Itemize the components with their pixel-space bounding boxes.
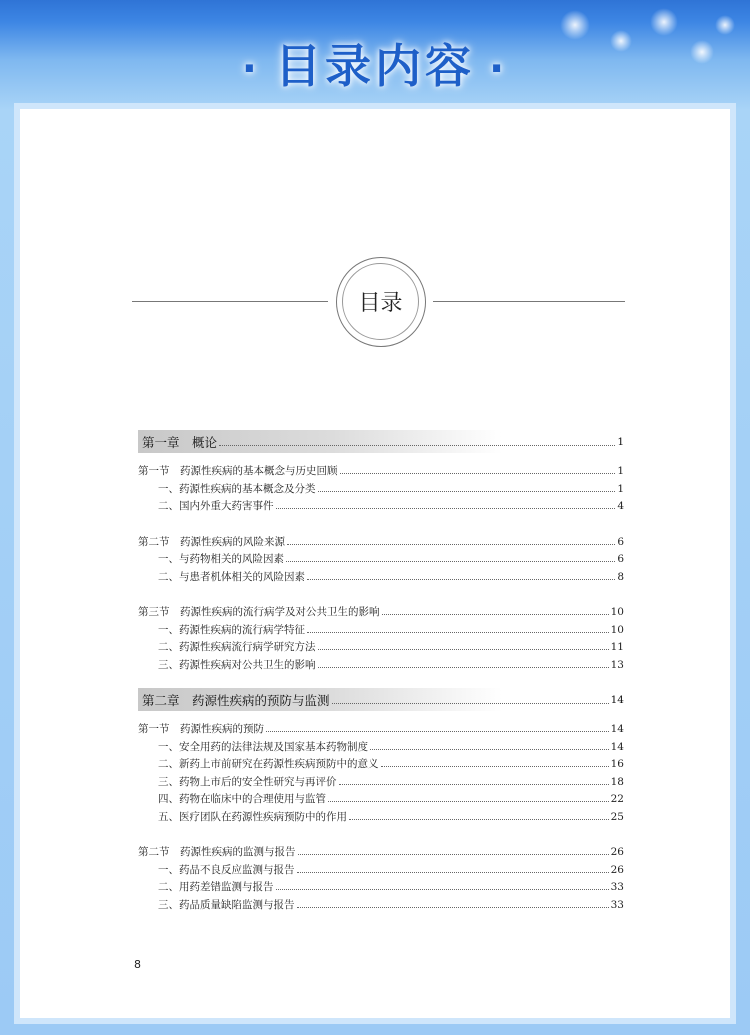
toc-item-row[interactable]	[138, 481, 624, 499]
toc-section-row[interactable]	[138, 604, 624, 622]
toc-item-title: 二、药源性疾病流行病学研究方法	[158, 641, 316, 653]
toc-item-row[interactable]	[138, 756, 624, 774]
toc-section-row[interactable]	[138, 534, 624, 552]
dot-leader	[318, 491, 616, 492]
dot-leader	[349, 819, 609, 820]
toc-item-title: 三、药品质量缺陷监测与报告	[158, 898, 295, 911]
dot-leader	[276, 508, 616, 509]
toc-item-row[interactable]	[138, 879, 624, 897]
toc-page-number: 18	[610, 775, 624, 788]
toc-page-number: 16	[610, 758, 624, 770]
toc-page-number: 26	[610, 846, 624, 858]
header-circle	[336, 257, 426, 347]
dot-leader	[297, 907, 609, 908]
toc-item-row[interactable]	[138, 569, 624, 587]
toc-page-number: 11	[610, 641, 624, 653]
toc-item-title: 一、安全用药的法律法规及国家基本药物制度	[158, 740, 368, 753]
dot-leader	[370, 749, 609, 750]
toc-page-number: 26	[610, 863, 624, 876]
toc-section-row[interactable]	[138, 463, 624, 481]
dot-leader	[287, 544, 615, 545]
toc-page-number: 25	[610, 810, 624, 823]
toc-item-row[interactable]	[138, 862, 624, 880]
toc-page-number: 8	[617, 570, 624, 583]
dot-leader	[318, 667, 609, 668]
toc-section-title: 第二节 药源性疾病的监测与报告	[138, 846, 296, 858]
toc-item-row[interactable]	[138, 657, 624, 675]
page-number: 8	[134, 958, 141, 971]
toc-item-row[interactable]	[138, 622, 624, 640]
toc-section-title: 第三节 药源性疾病的流行病学及对公共卫生的影响	[138, 606, 380, 618]
toc-page-number: 1	[617, 465, 624, 477]
toc-item-row[interactable]	[138, 791, 624, 809]
banner-title	[0, 30, 750, 96]
toc-item-row[interactable]	[138, 809, 624, 827]
dot-leader	[298, 854, 609, 855]
banner-dot-right: ·	[489, 46, 509, 92]
dot-leader	[219, 445, 615, 446]
toc-page-number: 6	[617, 553, 624, 565]
toc-chapter-row[interactable]	[138, 688, 624, 711]
toc-item-row[interactable]	[138, 774, 624, 792]
toc-item-title: 一、药源性疾病的流行病学特征	[158, 623, 305, 636]
toc-section-title: 第二节 药源性疾病的风险来源	[138, 535, 285, 548]
table-of-contents	[138, 430, 624, 914]
toc-page-number: 22	[610, 793, 624, 805]
dot-leader	[286, 561, 615, 562]
toc-section-row[interactable]	[138, 844, 624, 862]
dot-leader	[328, 801, 609, 802]
dot-leader	[307, 579, 615, 580]
toc-item-title: 三、药物上市后的安全性研究与再评价	[158, 775, 337, 788]
toc-page-number: 10	[610, 623, 624, 636]
dot-leader	[297, 872, 609, 873]
toc-item-row[interactable]	[138, 498, 624, 516]
toc-page-number: 14	[610, 723, 624, 735]
toc-page-number: 14	[610, 740, 624, 753]
dot-leader	[339, 784, 609, 785]
dot-leader	[276, 889, 609, 890]
dot-leader	[307, 632, 609, 633]
banner-dot-left: ·	[241, 46, 261, 92]
header-rule-right	[433, 301, 625, 302]
toc-item-title: 二、与患者机体相关的风险因素	[158, 570, 305, 583]
toc-item-title: 三、药源性疾病对公共卫生的影响	[158, 658, 316, 671]
banner-title-text: 目录内容	[275, 39, 475, 93]
toc-item-row[interactable]	[138, 739, 624, 757]
dot-leader	[382, 614, 609, 615]
toc-item-title: 二、国内外重大药害事件	[158, 500, 274, 512]
toc-item-row[interactable]	[138, 551, 624, 569]
toc-chapter-title: 第二章 药源性疾病的预防与监测	[142, 692, 330, 708]
header-title: 目录	[342, 263, 419, 340]
toc-item-title: 四、药物在临床中的合理使用与监管	[158, 793, 326, 805]
toc-section-title: 第一节 药源性疾病的预防	[138, 723, 264, 735]
toc-page-number: 33	[610, 881, 624, 893]
toc-item-title: 一、药品不良反应监测与报告	[158, 863, 295, 876]
dot-leader	[340, 473, 616, 474]
toc-page-number: 4	[617, 500, 624, 512]
toc-item-title: 五、医疗团队在药源性疾病预防中的作用	[158, 810, 347, 823]
toc-page-number: 33	[610, 898, 624, 911]
toc-chapter-row[interactable]	[138, 430, 624, 453]
toc-page-number: 1	[617, 482, 624, 495]
toc-page-number: 14	[610, 693, 624, 706]
toc-item-title: 二、用药差错监测与报告	[158, 881, 274, 893]
toc-page-number: 13	[610, 658, 624, 671]
toc-item-row[interactable]	[138, 897, 624, 915]
dot-leader	[266, 731, 609, 732]
toc-page-number: 1	[617, 435, 624, 448]
dot-leader	[381, 766, 609, 767]
toc-chapter-title: 第一章 概论	[142, 434, 218, 450]
dot-leader	[332, 703, 609, 704]
dot-leader	[318, 649, 609, 650]
toc-item-title: 一、与药物相关的风险因素	[158, 553, 284, 565]
toc-page-number: 6	[617, 535, 624, 548]
header-rule-left	[132, 301, 328, 302]
document-page	[14, 103, 736, 1024]
toc-section-title: 第一节 药源性疾病的基本概念与历史回顾	[138, 465, 338, 477]
toc-section-row[interactable]	[138, 721, 624, 739]
toc-item-title: 一、药源性疾病的基本概念及分类	[158, 482, 316, 495]
toc-page-number: 10	[610, 606, 624, 618]
toc-item-row[interactable]	[138, 639, 624, 657]
toc-item-title: 二、新药上市前研究在药源性疾病预防中的意义	[158, 758, 379, 770]
